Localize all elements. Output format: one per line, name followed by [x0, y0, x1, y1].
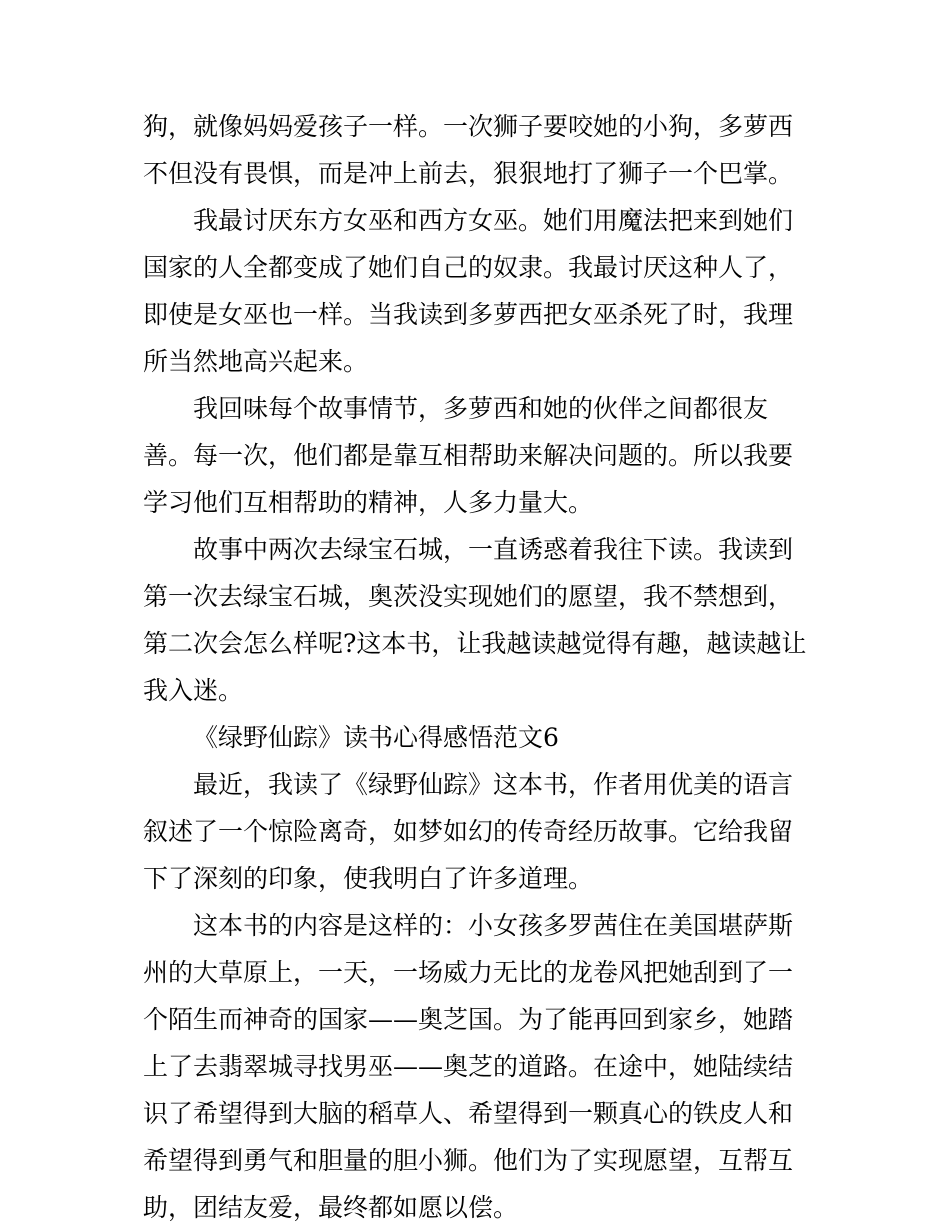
paragraph-5: 最近，我读了《绿野仙踪》这本书，作者用优美的语言叙述了一个惊险离奇，如梦如幻的传奇经历故事。它给我留下了深刻的印象，使我明白了许多道理。 — [143, 770, 794, 893]
paragraph-1: 狗，就像妈妈爱孩子一样。一次狮子要咬她的小狗，多萝西不但没有畏惧，而是冲上前去，狠狠地打了狮子一个巴掌。 — [143, 112, 794, 188]
paragraph-3: 我回味每个故事情节，多萝西和她的伙伴之间都很友善。每一次，他们都是靠互相帮助来解决问题的。所以我要学习他们互相帮助的精神，人多力量大。 — [143, 394, 794, 517]
paragraph-2: 我最讨厌东方女巫和西方女巫。她们用魔法把来到她们国家的人全都变成了她们自己的奴隶。我最讨厌这种人了，即使是女巫也一样。当我读到多萝西把女巫杀死了时，我理所当然地高兴起来。 — [143, 206, 794, 376]
paragraph-6: 这本书的内容是这样的：小女孩多罗茜住在美国堪萨斯州的大草原上，一天，一场威力无比的龙卷风把她刮到了一个陌生而神奇的国家——奥芝国。为了能再回到家乡，她踏上了去翡翠城寻找男巫——奥芝的道路。在途中，她陆续结识了希望得到大脑的稻草人、希望得到一颗真心的铁皮人和希望得到勇气和胆量的胆小狮。他们为了实现愿望，互帮互助，团结友爱，最终都如愿以偿。 — [143, 911, 794, 1222]
document-body — [143, 103, 813, 1231]
paragraph-4: 故事中两次去绿宝石城，一直诱惑着我往下读。我读到第一次去绿宝石城，奥茨没实现她们的愿望，我不禁想到，第二次会怎么样呢?这本书，让我越读越觉得有趣，越读越让我入迷。 — [143, 535, 807, 705]
section-heading: 《绿野仙踪》读书心得感悟范文6 — [193, 723, 559, 752]
